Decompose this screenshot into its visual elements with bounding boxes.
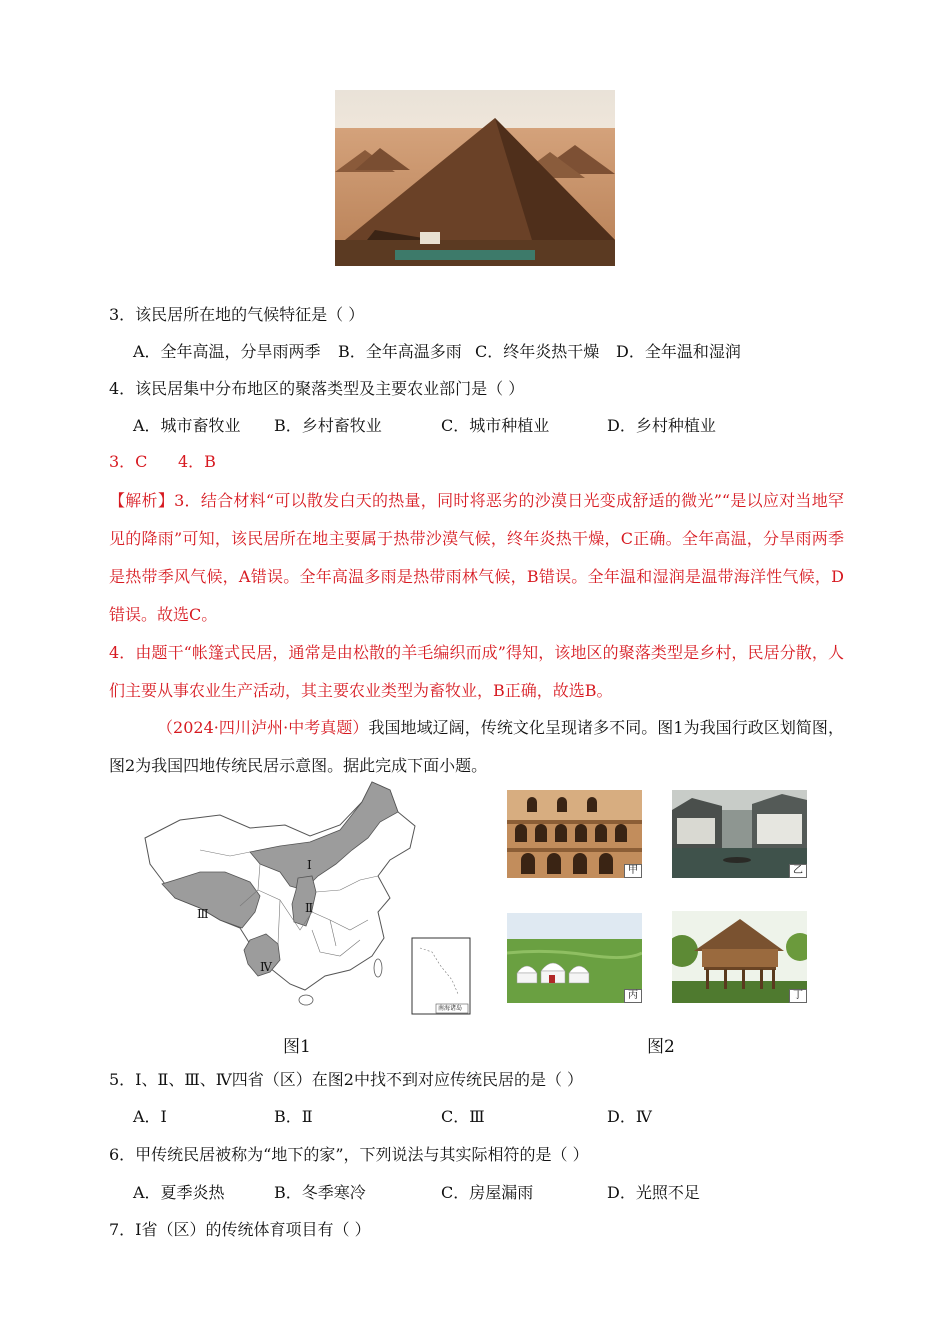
analysis-label: 【解析】	[109, 491, 175, 510]
q6-option-c: C．房屋漏雨	[441, 1183, 534, 1202]
house-tag-yi: 乙	[789, 864, 807, 878]
q6-option-a: A．夏季炎热	[133, 1183, 225, 1202]
q4-stem: 4．该民居集中分布地区的聚落类型及主要农业部门是（ ）	[109, 379, 525, 398]
q3-option-d: D．全年温和湿润	[616, 342, 741, 361]
map-label-iv: Ⅳ	[260, 960, 272, 974]
question-source: （2024·四川泸州·中考真题）	[157, 718, 369, 737]
q3-option-a: A．全年高温，分旱雨两季	[133, 342, 321, 361]
map-label-iii: Ⅲ	[197, 907, 209, 921]
house-tag-bing: 丙	[624, 989, 642, 1003]
analysis-q4: 4．由题干“帐篷式民居，通常是由松散的羊毛编织而成”得知，该地区的聚落类型是乡村，民居分散，人们主要从事农业生产活动，其主要农业类型为畜牧业，B正确，故选B。	[109, 643, 844, 700]
house-photo-bing	[507, 913, 642, 1003]
inset-label: 南海诸岛	[438, 1005, 463, 1012]
q7-stem: 7．Ⅰ省（区）的传统体育项目有（ ）	[109, 1220, 371, 1239]
q5-option-c: C．Ⅲ	[441, 1107, 485, 1126]
q4-option-c: C．城市种植业	[441, 416, 550, 435]
q6-option-b: B．冬季寒冷	[274, 1183, 366, 1202]
q5-option-b: B．Ⅱ	[274, 1107, 313, 1126]
analysis-block	[109, 482, 844, 634]
tent-photo	[335, 90, 615, 266]
q3-option-b: B．全年高温多雨	[338, 342, 462, 361]
q6-option-d: D．光照不足	[607, 1183, 700, 1202]
intro-text: 我国地域辽阔，传统文化呈现诸多不同。图1为我国行政区划简图，图2为我国四地传统民居示意图。据此完成下面小题。	[109, 718, 844, 775]
china-map	[140, 780, 480, 1016]
q3-stem: 3．该民居所在地的气候特征是（ ）	[109, 305, 365, 324]
q5-option-d: D．Ⅳ	[607, 1107, 652, 1126]
q5-option-a: A．Ⅰ	[133, 1107, 167, 1126]
house-tag-ding: 丁	[789, 989, 807, 1003]
house-photo-yi	[672, 790, 807, 878]
q4-option-a: A．城市畜牧业	[133, 416, 241, 435]
answer-key: 3．C 4．B	[109, 452, 216, 471]
map-label-i: Ⅰ	[307, 858, 312, 872]
figure-2-caption: 图2	[647, 1037, 675, 1057]
house-photo-ding	[672, 911, 807, 1003]
q6-stem: 6．甲传统民居被称为“地下的家”，下列说法与其实际相符的是（ ）	[109, 1145, 589, 1164]
house-tag-jia: 甲	[624, 864, 642, 878]
figure-1-caption: 图1	[283, 1037, 311, 1057]
q3-option-c: C．终年炎热干燥	[475, 342, 600, 361]
q4-option-d: D．乡村种植业	[607, 416, 716, 435]
analysis-q3: 3．结合材料“可以散发白天的热量，同时将恶劣的沙漠日光变成舒适的微光”“是以应对当地罕见的降雨”可知，该民居所在地主要属于热带沙漠气候，终年炎热干燥，C正确。全年高温，分旱雨两季是热带季风气候，A错误。全年高温多雨是热带雨林气候，B错误。全年温和湿润是温带海洋性气候，D错误。故选C。	[109, 491, 844, 624]
q5-stem: 5．Ⅰ、Ⅱ、Ⅲ、Ⅳ四省（区）在图2中找不到对应传统民居的是（ ）	[109, 1070, 584, 1089]
map-label-ii: Ⅱ	[305, 901, 314, 915]
intro-paragraph	[109, 709, 844, 785]
house-photo-jia	[507, 790, 642, 878]
q4-option-b: B．乡村畜牧业	[274, 416, 382, 435]
